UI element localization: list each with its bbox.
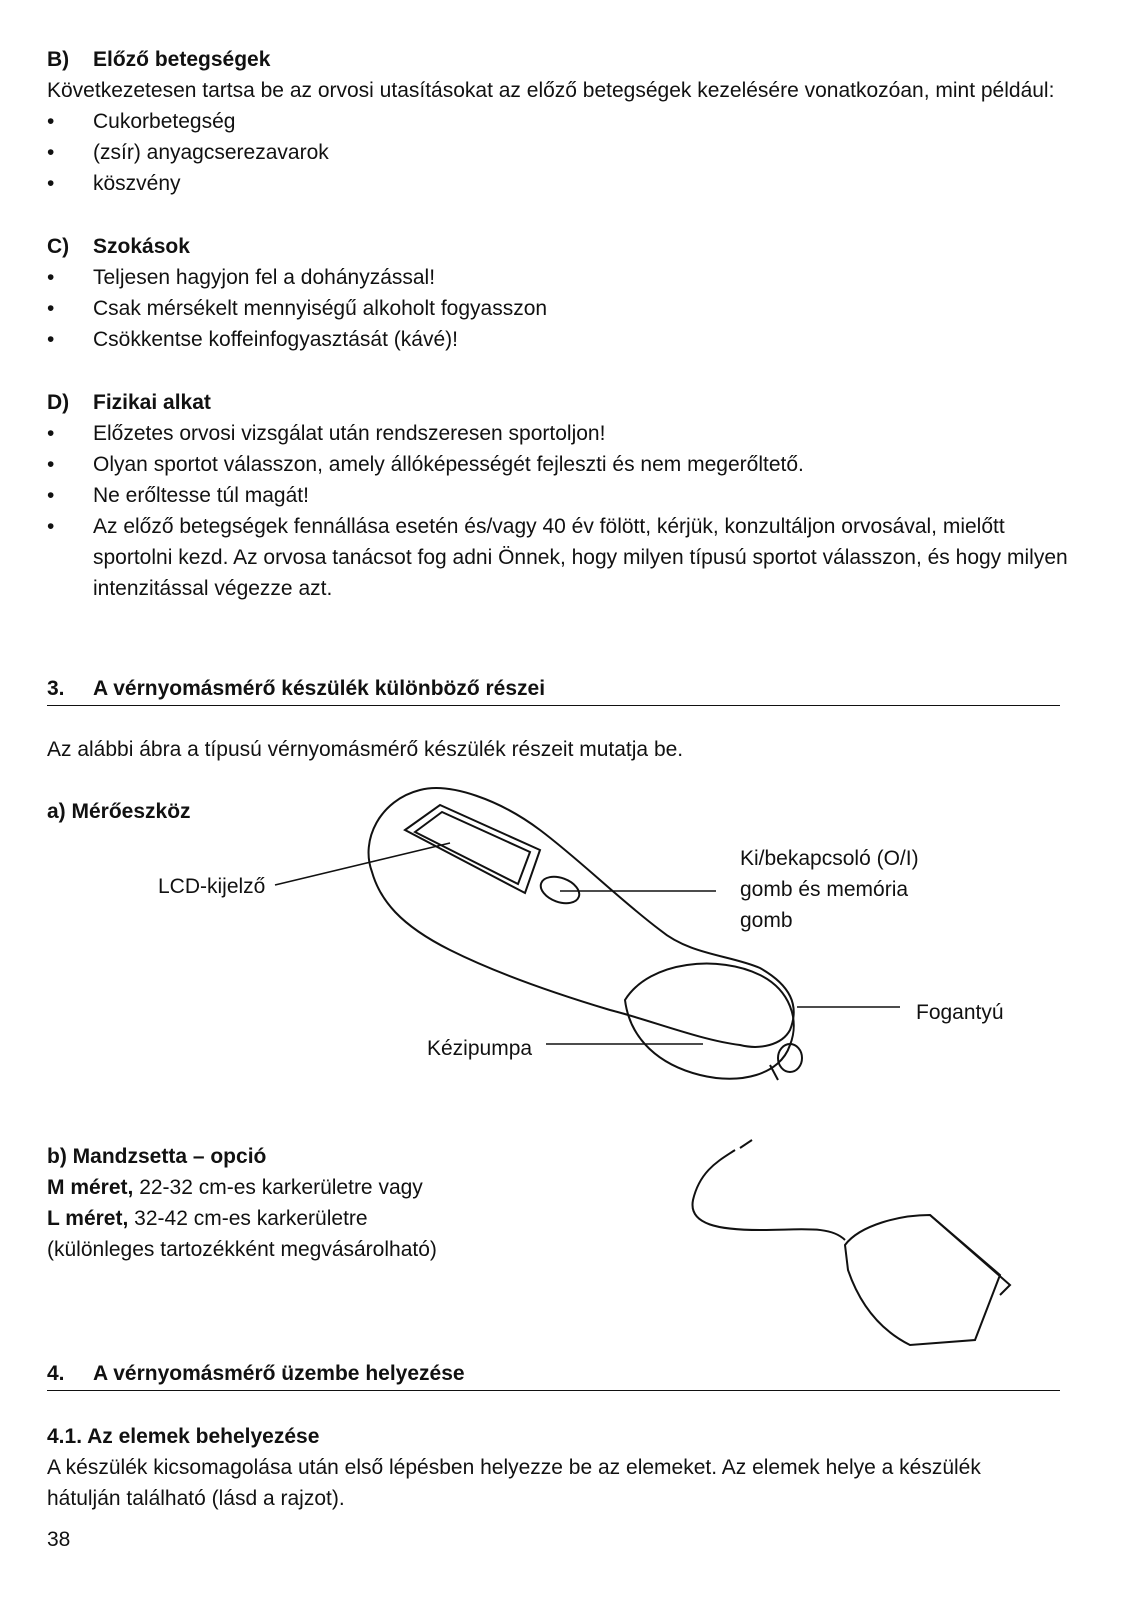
lcd-callout-line (275, 843, 450, 885)
list-item: • Cukorbetegség (47, 110, 236, 133)
pump-label: Kézipumpa (427, 1037, 533, 1060)
section-c-letter: C) (47, 235, 70, 258)
cuff-size-l-label: L méret, (47, 1207, 129, 1230)
list-item: • Előzetes orvosi vizsgálat után rendszeresen sportoljon! (47, 422, 606, 445)
list-item: • Ne erőltesse túl magát! (47, 484, 309, 507)
section-b-heading (47, 44, 1084, 75)
cuff-size-m (47, 1172, 423, 1203)
section-c-heading (47, 231, 1084, 262)
part-b-title: b) Mandzsetta – opció (47, 1145, 267, 1168)
cuff-drawing (692, 1140, 1010, 1345)
chapter-3-number: 3. (47, 677, 65, 700)
section-c-list (47, 262, 1084, 355)
section-c-title: Szokások (93, 235, 190, 258)
chapter-4-number: 4. (47, 1362, 65, 1385)
cuff-note: (különleges tartozékként megvásárolható) (47, 1238, 437, 1261)
page-number: 38 (47, 1528, 71, 1551)
list-item: • Olyan sportot válasszon, amely állóképességét fejleszti és nem megerőltető. (47, 453, 804, 476)
button-label-line-2: gomb és memória (740, 878, 909, 901)
button-label-line-3: gomb (740, 909, 793, 932)
list-item: • Csak mérsékelt mennyiségű alkoholt fogyasszon (47, 297, 548, 320)
cuff-size-m-label: M méret, (47, 1176, 134, 1199)
section-d-list (47, 418, 1084, 604)
cuff-size-l (47, 1203, 368, 1234)
cuff-size-m-text: 22-32 cm-es karkerületre vagy (133, 1176, 423, 1199)
list-item: • Csökkentse koffeinfogyasztását (kávé)! (47, 328, 458, 351)
section-b-intro: Következetesen tartsa be az orvosi utasításokat az előző betegségek kezelésére vonatkozóan, mint például: (47, 79, 1055, 102)
section-d-letter: D) (47, 391, 70, 414)
part-a-title: a) Mérőeszköz (47, 800, 191, 823)
button-label-line-1: Ki/bekapcsoló (O/I) (740, 847, 919, 870)
section-4-1-text: A készülék kicsomagolása után első lépésben helyezze be az elemeket. Az elemek helye a készülék hátulján található (lásd a rajzot). (47, 1456, 981, 1510)
section-b-title: Előző betegségek (93, 48, 271, 71)
chapter-3-heading (47, 673, 1060, 706)
list-item: • (zsír) anyagcserezavarok (47, 141, 329, 164)
list-item: • Teljesen hagyjon fel a dohányzással! (47, 266, 436, 289)
chapter-4-title: A vérnyomásmérő üzembe helyezése (93, 1362, 465, 1385)
section-b-list (47, 106, 1084, 199)
handle-label: Fogantyú (916, 1001, 1004, 1024)
cuff-size-l-text: 32-42 cm-es karkerületre (128, 1207, 368, 1230)
list-item: • köszvény (47, 172, 181, 195)
section-4-1-title: 4.1. Az elemek behelyezése (47, 1425, 320, 1448)
list-item: • Az előző betegségek fennállása esetén és/vagy 40 év fölött, kérjük, konzultáljon orvosával, mielőtt sportolni kezd. Az orvosa tanácsot fog adni Önnek, hogy milyen típusú sportot válasszon, és hogy milyen intenzitással végezze azt. (47, 515, 1068, 600)
section-d-heading (47, 387, 1084, 418)
chapter-4-heading (47, 1358, 1060, 1391)
lcd-label: LCD-kijelző (158, 875, 266, 898)
page-content (47, 44, 1084, 604)
chapter-3-intro: Az alábbi ábra a típusú vérnyomásmérő készülék részeit mutatja be. (47, 738, 684, 761)
section-d-title: Fizikai alkat (93, 391, 211, 414)
chapter-3-title: A vérnyomásmérő készülék különböző részei (93, 677, 546, 700)
section-b-letter: B) (47, 48, 70, 71)
